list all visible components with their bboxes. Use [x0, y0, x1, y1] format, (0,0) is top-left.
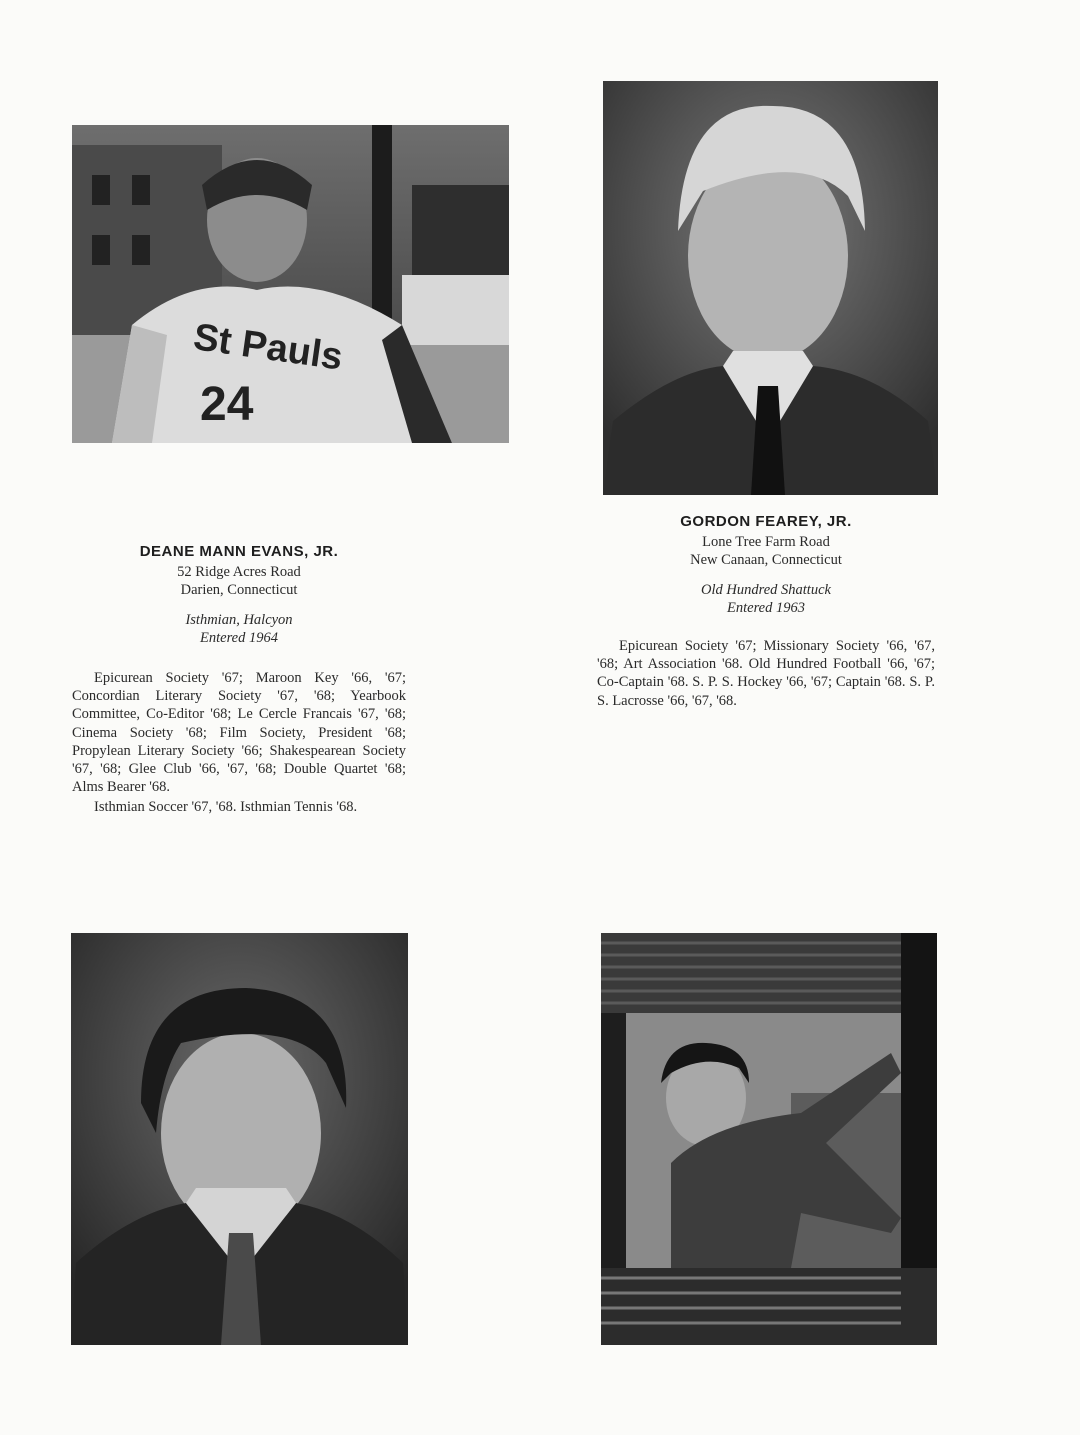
fearey-entered: Entered 1963 [727, 600, 805, 616]
evans-address-line2: Darien, Connecticut [180, 582, 298, 598]
evans-activities: Epicurean Society '67; Maroon Key '66, '67; Concordian Literary Society '67, '68; Yearbook Committee, Co-Editor '68; Le Cercle Francais '67, '68; Cinema Society '68; Film Society, President '68; Propylean Literary Society '66; Shakespearean Society '67, '68; Glee Club '66, '67, '68; Double Quartet '68; Alms Bearer '68. [72, 670, 406, 796]
jersey-lettering: St Pauls [190, 316, 346, 379]
evans-jersey-photo [72, 125, 509, 443]
evans-portrait-photo [71, 933, 408, 1345]
fearey-houses: Old Hundred Shattuck [701, 582, 831, 598]
fearey-window-photo [601, 933, 937, 1345]
jersey-number: 24 [200, 378, 254, 431]
evans-houses: Isthmian, Halcyon [185, 612, 293, 628]
evans-entry [72, 543, 406, 817]
fearey-name: GORDON FEAREY, JR. [680, 513, 852, 530]
fearey-portrait-photo [603, 81, 938, 495]
evans-entered: Entered 1964 [200, 630, 278, 646]
fearey-address-line2: New Canaan, Connecticut [690, 552, 842, 568]
fearey-address-line1: Lone Tree Farm Road [702, 534, 830, 550]
evans-name: DEANE MANN EVANS, JR. [139, 543, 339, 560]
evans-athletics: Isthmian Soccer '67, '68. Isthmian Tennis '68. [94, 799, 358, 816]
fearey-entry [597, 513, 935, 710]
evans-address-line1: 52 Ridge Acres Road [177, 564, 301, 580]
fearey-activities: Epicurean Society '67; Missionary Society '66, '67, '68; Art Association '68. Old Hundred Football '66, '67; Co-Captain '68. S. P. S. Hockey '66, '67; Captain '68. S. P. S. Lacrosse '66, '67, '68. [597, 638, 935, 709]
